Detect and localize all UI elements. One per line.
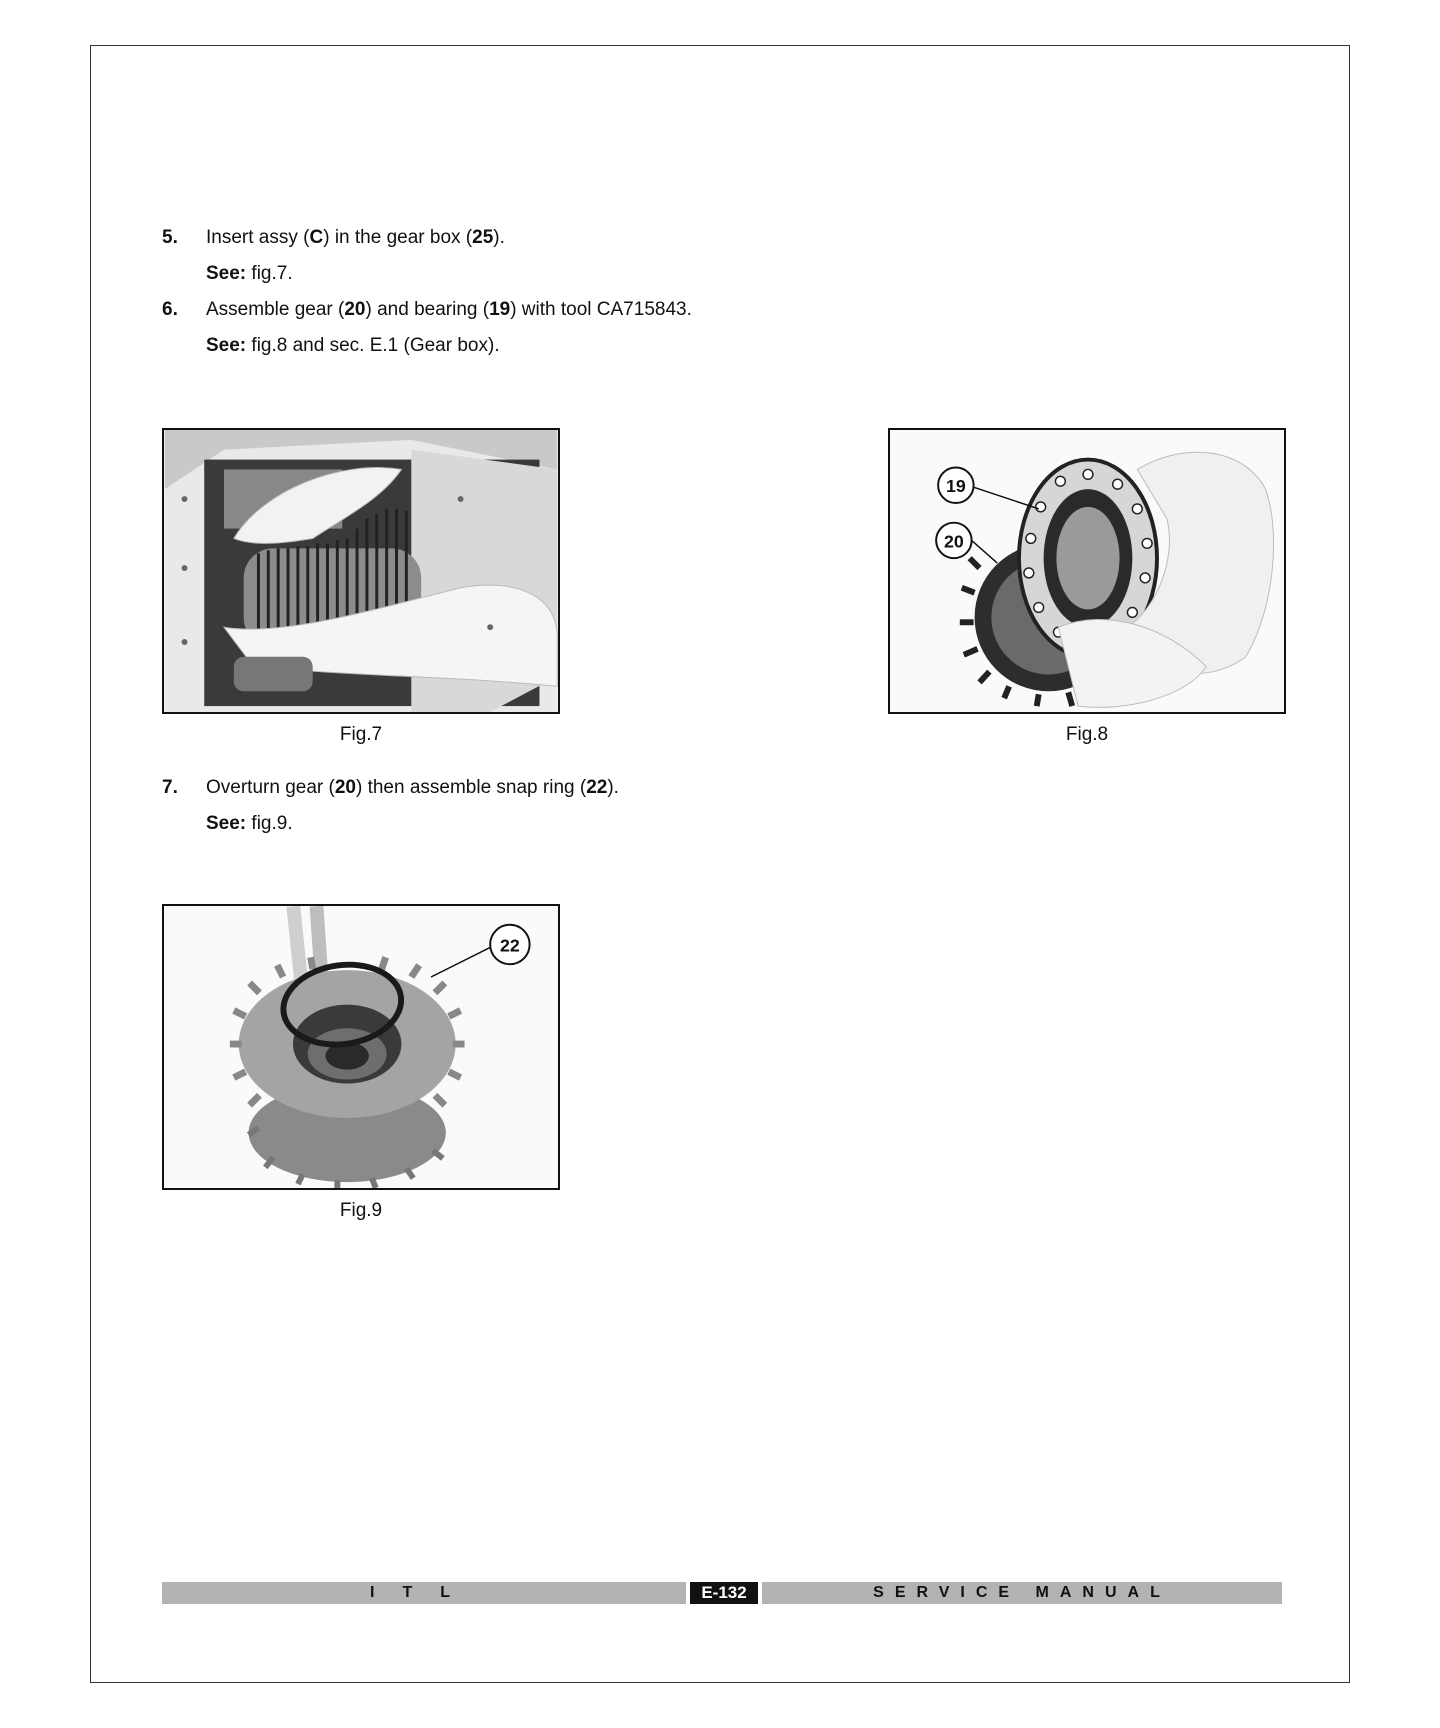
figure-7-image — [162, 428, 560, 714]
page-number: E-132 — [690, 1582, 758, 1604]
callout-19: 19 — [945, 476, 966, 497]
figure-7-caption: Fig.7 — [339, 724, 383, 745]
gearbox-insert-illustration — [164, 430, 558, 712]
figure-8-image — [888, 428, 1286, 714]
figure-8-caption: Fig.8 — [1065, 724, 1109, 745]
gear-bearing-illustration — [890, 430, 1284, 712]
figure-9-image — [162, 904, 560, 1190]
footer-manual-title: SERVICE MANUAL — [873, 1584, 1171, 1601]
step-number: 6. — [162, 299, 178, 320]
see-reference: See: fig.8 and sec. E.1 (Gear box). — [206, 335, 500, 356]
footer-brand: ITL — [370, 1584, 478, 1601]
step-text: Overturn gear (20) then assemble snap ring (22). — [206, 777, 619, 798]
callout-22: 22 — [500, 935, 520, 956]
step-number: 5. — [162, 227, 178, 248]
callout-20: 20 — [944, 531, 964, 552]
figure-9-caption: Fig.9 — [339, 1200, 383, 1221]
step-text: Insert assy (C) in the gear box (25). — [206, 227, 505, 248]
page-footer — [162, 1582, 1282, 1604]
step-text: Assemble gear (20) and bearing (19) with tool CA715843. — [206, 299, 692, 320]
see-reference: See: fig.9. — [206, 813, 293, 834]
step-number: 7. — [162, 777, 178, 798]
page-border — [90, 45, 1350, 1683]
snap-ring-illustration — [164, 906, 558, 1188]
see-reference: See: fig.7. — [206, 263, 293, 284]
